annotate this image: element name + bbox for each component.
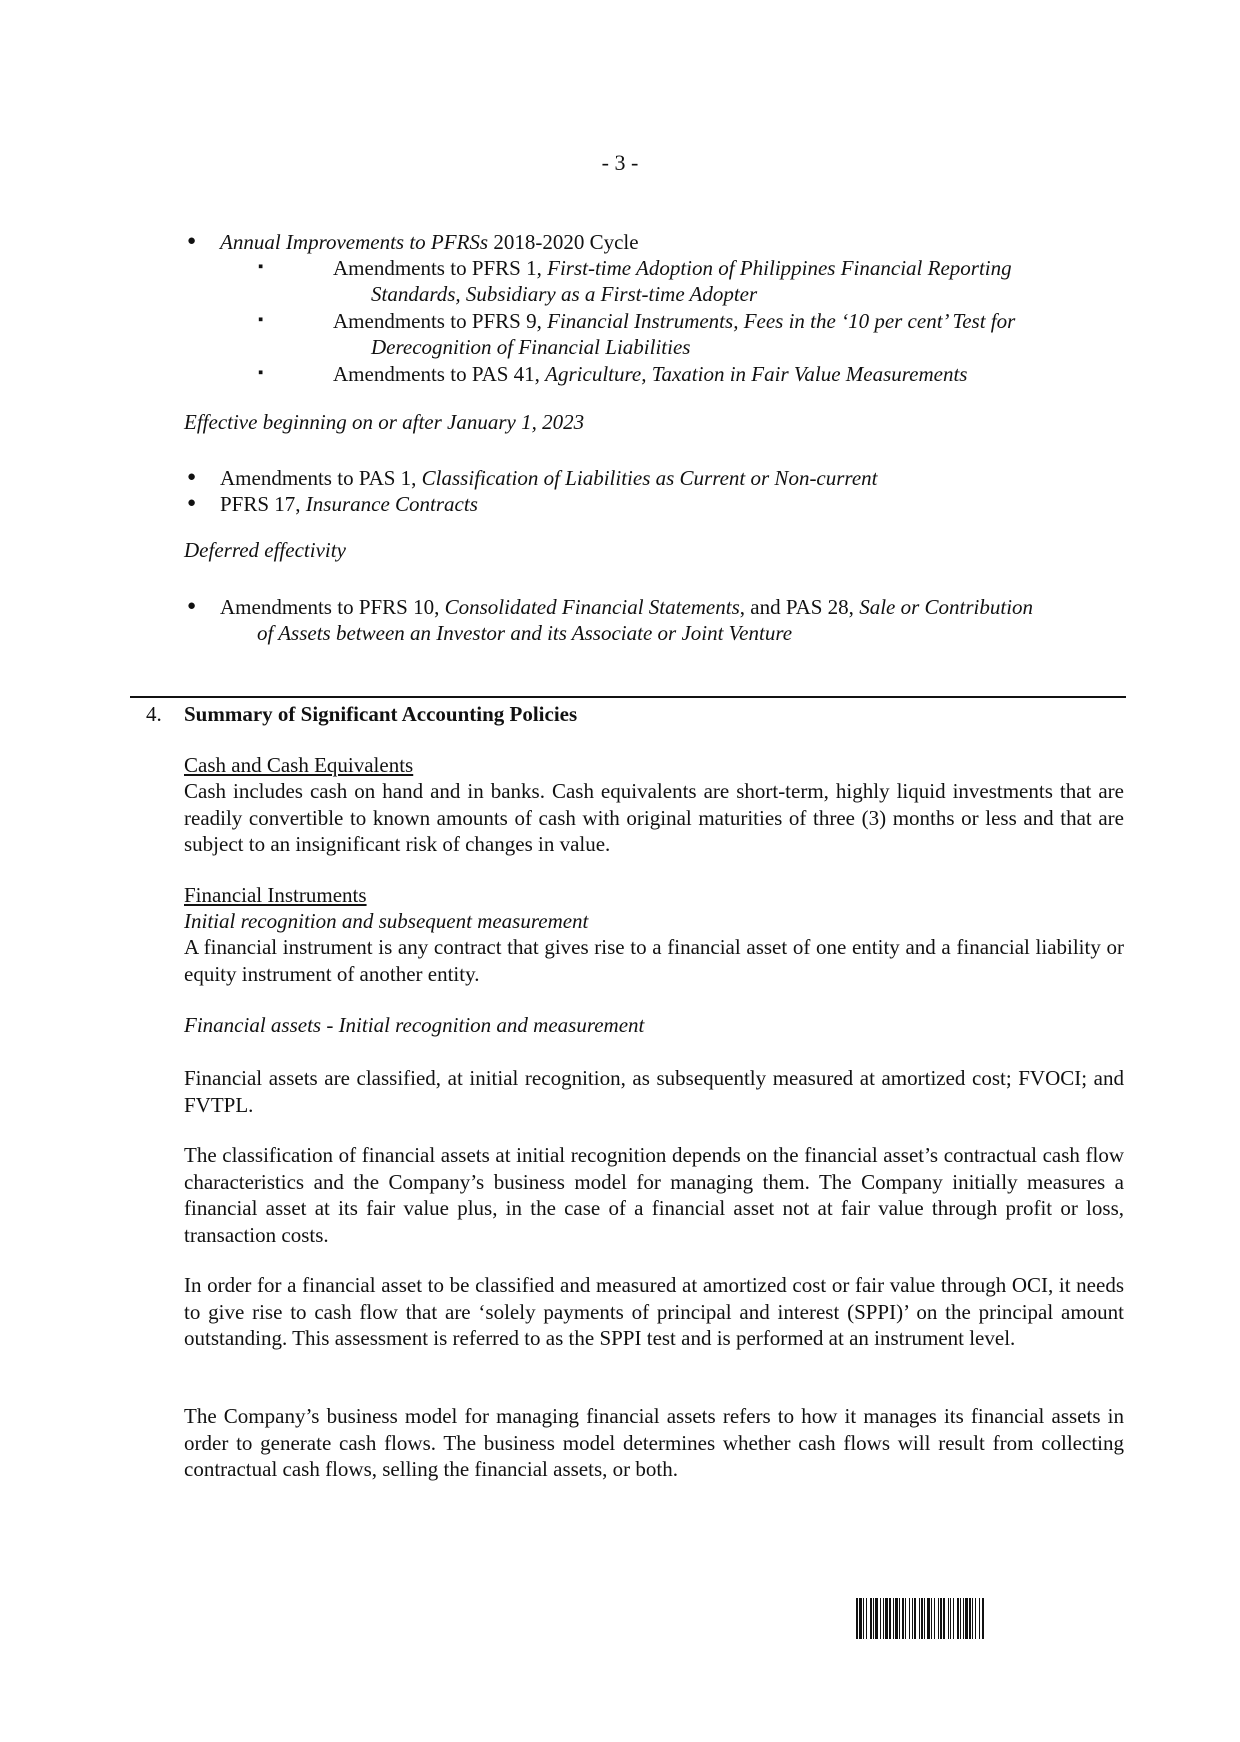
- barcode-bar: [965, 1598, 968, 1639]
- bullet-square-icon: ▪: [258, 259, 264, 275]
- barcode-bar: [963, 1598, 964, 1639]
- barcode-bar: [934, 1598, 935, 1639]
- effective-2023-heading: Effective beginning on or after January 1, 2023: [184, 410, 585, 434]
- section-rule: [130, 696, 1126, 698]
- barcode-bar: [950, 1598, 951, 1639]
- bullet-dot-icon: ●: [187, 495, 197, 511]
- deferred-heading: Deferred effectivity: [184, 538, 346, 562]
- barcode-bar: [885, 1598, 888, 1639]
- barcode-bar: [948, 1598, 949, 1639]
- barcode-bar: [909, 1598, 910, 1639]
- fin-p1: Financial assets are classified, at initial recognition, as subsequently measured at amortized cost; FVOCI; and FVTPL.: [184, 1066, 1124, 1117]
- effective-item-1: Amendments to PAS 1, Classification of Liabilities as Current or Non-current: [220, 466, 878, 490]
- barcode-bar: [880, 1598, 881, 1639]
- improvement-item-3: Amendments to PAS 41, Agriculture, Taxation in Fair Value Measurements: [333, 362, 968, 386]
- improvement-item-2-cont: Derecognition of Financial Liabilities: [371, 335, 691, 359]
- barcode-bar: [960, 1598, 961, 1639]
- barcode-bar: [883, 1598, 884, 1639]
- improvement-item-1-cont: Standards, Subsidiary as a First-time Adopter: [371, 282, 758, 306]
- barcode-bar: [927, 1598, 930, 1639]
- fin-body: A financial instrument is any contract that gives rise to a financial asset of one entity and a financial liability or equity instrument of another entity.: [184, 935, 1124, 986]
- barcode-bar: [943, 1598, 945, 1639]
- barcode-bar: [859, 1598, 862, 1639]
- barcode-bar: [863, 1598, 864, 1639]
- barcode-bar: [889, 1598, 891, 1639]
- improvements-heading: Annual Improvements to PFRSs 2018-2020 Cycle: [220, 230, 639, 254]
- fin-p2: The classification of financial assets at initial recognition depends on the financial asset’s contractual cash flow characteristics and the Company’s business model for managing them. The Company initially measures a financial asset at its fair value plus, in the case of a financial asset not at fair value through profit or loss, transaction costs.: [184, 1143, 1124, 1247]
- barcode-bar: [975, 1598, 976, 1639]
- barcode-bar: [921, 1598, 923, 1639]
- deferred-item: Amendments to PFRS 10, Consolidated Financial Statements, and PAS 28, Sale or Contribution: [220, 595, 1034, 619]
- effective-item-2: PFRS 17, Insurance Contracts: [220, 492, 478, 516]
- cash-heading: Cash and Cash Equivalents: [184, 753, 414, 777]
- barcode-bar: [902, 1598, 904, 1639]
- section-title: Summary of Significant Accounting Policies: [184, 702, 578, 726]
- barcode-bar: [924, 1598, 925, 1639]
- barcode-bar: [875, 1598, 878, 1639]
- improvement-item-2: Amendments to PFRS 9, Financial Instruments, Fees in the ‘10 per cent’ Test for: [333, 309, 1016, 333]
- barcode-bar: [914, 1598, 916, 1639]
- fin-p4: The Company’s business model for managing financial assets refers to how it manages its financial assets in order to generate cash flows. The business model determines whether cash flows will result from collecting contractual cash flows, selling the financial assets, or both.: [184, 1404, 1124, 1481]
- barcode-bar: [938, 1598, 939, 1639]
- barcode-bar: [895, 1598, 898, 1639]
- barcode-bar: [931, 1598, 932, 1639]
- fin-assets-heading: Financial assets - Initial recognition and measurement: [184, 1013, 645, 1037]
- cash-body: Cash includes cash on hand and in banks. Cash equivalents are short-term, highly liquid investments that are readily convertible to known amounts of cash with original maturities of three (3) months or less and that are subject to an insignificant risk of changes in value.: [184, 779, 1124, 856]
- fin-subheading: Initial recognition and subsequent measurement: [184, 909, 589, 933]
- barcode-bar: [919, 1598, 920, 1639]
- barcode-bar: [972, 1598, 973, 1639]
- barcode-icon: [856, 1598, 1122, 1639]
- barcode-bar: [940, 1598, 942, 1639]
- barcode-bar: [912, 1598, 913, 1639]
- barcode-bar: [982, 1598, 984, 1639]
- barcode-bar: [899, 1598, 900, 1639]
- section-number: 4.: [146, 702, 162, 726]
- page-number: - 3 -: [601, 150, 639, 175]
- barcode-bar: [870, 1598, 872, 1639]
- bullet-square-icon: ▪: [258, 312, 264, 328]
- deferred-item-cont: of Assets between an Investor and its Associate or Joint Venture: [257, 621, 793, 645]
- fin-p3: In order for a financial asset to be classified and measured at amortized cost or fair value through OCI, it needs to give rise to cash flow that are ‘solely payments of principal and interest (SPPI)’ on the principal amount outstanding. This assessment is referred to as the SPPI test and is performed at an instrument level.: [184, 1273, 1124, 1350]
- bullet-dot-icon: ●: [187, 469, 197, 485]
- bullet-dot-icon: ●: [187, 598, 197, 614]
- barcode-bar: [957, 1598, 959, 1639]
- improvement-item-1: Amendments to PFRS 1, First-time Adoption of Philippines Financial Reporting: [333, 256, 1012, 280]
- fin-heading: Financial Instruments: [184, 883, 367, 907]
- barcode-bar: [953, 1598, 954, 1639]
- barcode-bar: [873, 1598, 874, 1639]
- barcode-bar: [905, 1598, 906, 1639]
- barcode-bar: [979, 1598, 980, 1639]
- barcode-bar: [893, 1598, 894, 1639]
- barcode-bar: [866, 1598, 867, 1639]
- barcode-bar: [969, 1598, 971, 1639]
- bullet-dot-icon: ●: [187, 233, 197, 249]
- barcode-bar: [856, 1598, 858, 1639]
- bullet-square-icon: ▪: [258, 365, 264, 381]
